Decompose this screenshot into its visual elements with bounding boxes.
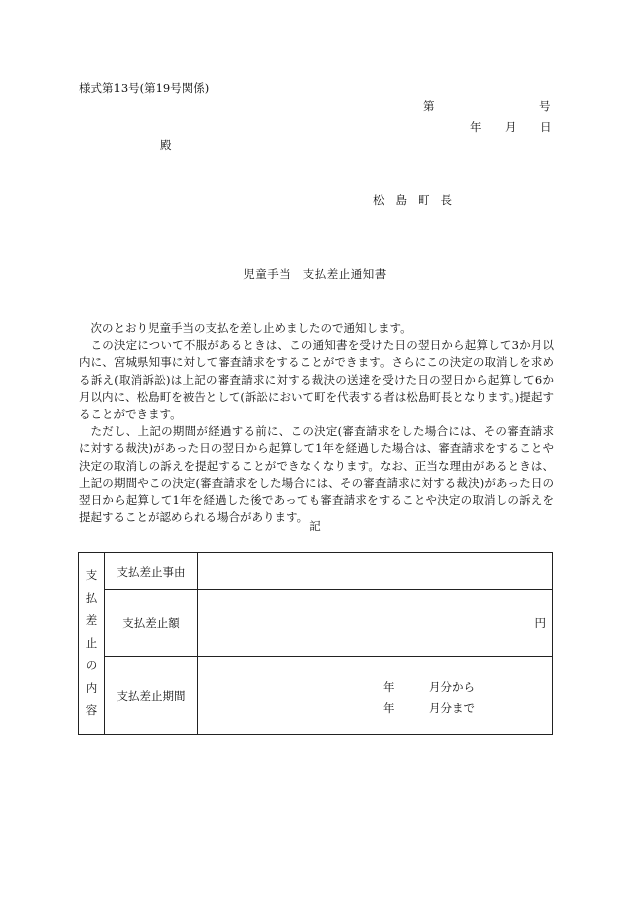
vertical-section-label <box>79 553 104 734</box>
vertical-label-char: 差 <box>85 613 98 628</box>
table-divider-horizontal-2 <box>105 656 552 657</box>
document-number-suffix: 号 <box>539 99 551 113</box>
amount-label: 支払差止額 <box>122 616 180 630</box>
period-to-month: 月分まで <box>429 701 475 715</box>
title-part-2: 支払差止通知書 <box>302 267 387 281</box>
period-from-year: 年 <box>383 680 395 694</box>
suspension-detail-table <box>78 552 553 735</box>
period-to-year: 年 <box>383 701 395 715</box>
date-day-label: 日 <box>540 120 552 134</box>
body-paragraph-3: ただし、上記の期間が経過する前に、この決定(審査請求をした場合には、その審査請求に対する裁決)があった日の翌日から起算して1年を経過した場合は、審査請求をすることや決定の取消しの訴えを提起することができなくなります。なお、正当な理由があるときは、上記の期間やこの決定(審査請求をした場合には、その審査請求に対する裁決)があった日の翌日から起算して1年を経過した後であっても審査請求をすることや決定の取消しの訴えを提起することが認められる場合があります。 <box>79 424 554 525</box>
addressee-honorific: 殿 <box>160 138 172 152</box>
period-field[interactable] <box>199 658 549 733</box>
vertical-label-char: 内 <box>85 680 98 695</box>
issuer-name: 松島町長 <box>373 193 463 207</box>
body-paragraph-1: 次のとおり児童手当の支払を差し止めましたので通知します。 <box>90 321 412 335</box>
date-year-label: 年 <box>470 120 482 134</box>
vertical-label-char: の <box>85 658 98 673</box>
amount-field[interactable] <box>199 591 549 655</box>
table-divider-vertical-1 <box>104 553 105 734</box>
ki-heading: 記 <box>309 519 321 533</box>
period-from-month: 月分から <box>429 680 475 694</box>
vertical-label-char: 払 <box>85 590 98 605</box>
notice-body <box>79 320 554 526</box>
table-divider-vertical-2 <box>197 553 198 734</box>
reason-field[interactable] <box>199 554 549 588</box>
table-divider-horizontal-1 <box>105 589 552 590</box>
vertical-label-char: 止 <box>85 635 98 650</box>
document-number-prefix: 第 <box>423 99 435 113</box>
vertical-label-char: 容 <box>85 703 98 718</box>
vertical-label-char: 支 <box>85 568 98 583</box>
document-title <box>0 266 630 282</box>
reason-label: 支払差止事由 <box>116 565 186 579</box>
date-month-label: 月 <box>505 120 517 134</box>
title-part-1: 児童手当 <box>243 267 292 281</box>
amount-unit: 円 <box>534 616 546 630</box>
form-number: 様式第13号(第19号関係) <box>79 81 210 95</box>
period-label: 支払差止期間 <box>116 689 186 703</box>
body-paragraph-2: この決定について不服があるときは、この通知書を受けた日の翌日から起算して3か月以内に、宮城県知事に対して審査請求をすることができます。さらにこの決定の取消しを求める訴え(取消訴訟)は上記の審査請求に対する裁決の送達を受けた日の翌日から起算して6か月以内に、松島町を被告として(訴訟において町を代表する者は松島町長となります。)提起することができます。 <box>79 338 554 422</box>
